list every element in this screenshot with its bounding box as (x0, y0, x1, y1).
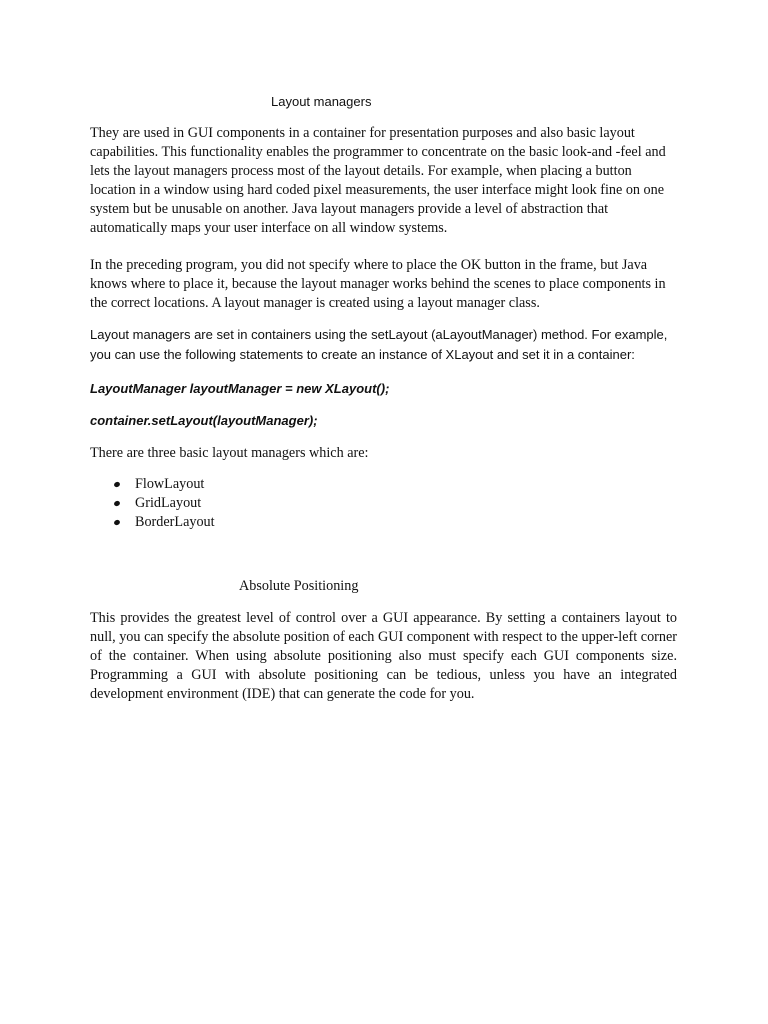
list-item-label: GridLayout (135, 495, 202, 511)
heading-absolute-positioning: Absolute Positioning (239, 578, 359, 594)
bullet-icon (113, 481, 121, 488)
bullet-icon (113, 519, 121, 526)
paragraph-setlayout: Layout managers are set in containers using the setLayout (aLayoutManager) method. For example, you can use the following statements to create an instance of XLayout and set it in a container: (90, 327, 668, 362)
code-line-set-layout: container.setLayout(layoutManager); (90, 413, 318, 428)
list-item (112, 494, 215, 513)
list-item (112, 475, 215, 494)
list-item-label: BorderLayout (135, 514, 215, 530)
list-item (112, 513, 215, 532)
bullet-icon (113, 500, 121, 507)
heading-layout-managers: Layout managers (271, 94, 372, 109)
paragraph-three-basic: There are three basic layout managers which are: (90, 445, 369, 461)
layout-managers-list (112, 475, 215, 532)
paragraph-intro: They are used in GUI components in a container for presentation purposes and also basic layout capabilities. This functionality enables the programmer to concentrate on the basic look-and -feel and lets the layout managers process most of the layout details. For example, when placing a button location in a window using hard coded pixel measurements, the user interface might look fine on one system but be unusable on another. Java layout managers provide a level of abstraction that automatically maps your user interface on all window systems. (90, 125, 666, 236)
code-line-layout-manager: LayoutManager layoutManager = new XLayout(); (90, 381, 390, 396)
paragraph-absolute-positioning: This provides the greatest level of control over a GUI appearance. By setting a containers layout to null, you can specify the absolute position of each GUI component with respect to the upper-left corner of the container. When using absolute positioning also must specify each GUI components size. Programming a GUI with absolute positioning can be tedious, unless you have an integrated development environment (IDE) that can generate the code for you. (90, 610, 677, 702)
list-item-label: FlowLayout (135, 476, 205, 492)
paragraph-preceding-program: In the preceding program, you did not specify where to place the OK button in the frame, but Java knows where to place it, because the layout manager works behind the scenes to place components in the correct locations. A layout manager is created using a layout manager class. (90, 257, 666, 311)
